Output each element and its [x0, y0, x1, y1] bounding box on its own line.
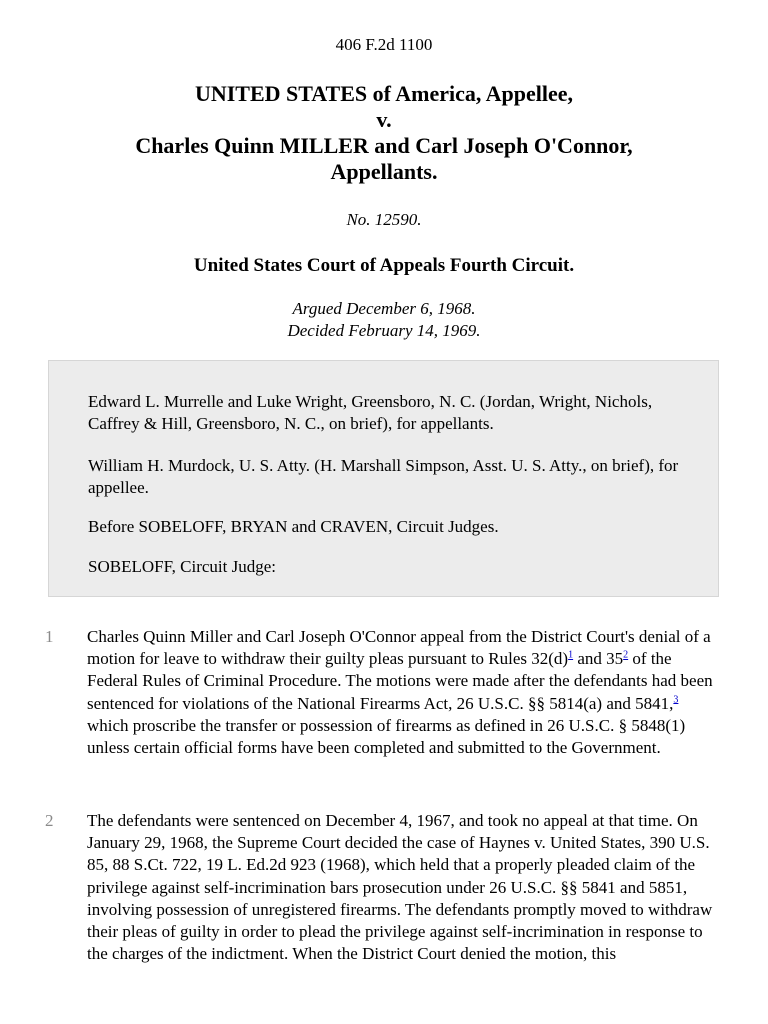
court-name: United States Court of Appeals Fourth Circuit. — [193, 255, 575, 276]
case-dates — [0, 298, 768, 342]
footnote-link-1[interactable]: 1 — [568, 649, 574, 661]
footnote-link-2[interactable]: 2 — [623, 649, 629, 661]
paragraph-number: 2 — [45, 811, 54, 830]
decided-date: Decided February 14, 1969. — [287, 321, 481, 340]
paragraph-segment: which proscribe the transfer or possession of firearms as defined in 26 U.S.C. § 5848(1) unless certain official forms have been completed and submitted to the Government. — [87, 715, 686, 758]
paragraph-text: The defendants were sentenced on December 4, 1967, and took no appeal at that time. On January 29, 1968, the Supreme Court decided the case of Haynes v. United States, 390 U.S. 85, 88 S.Ct. 722, 19 L. Ed.2d 923 (1968), which held that a properly pleaded claim of the privilege against self-incrimination bars prosecution under 26 U.S.C. §§ 5841 and 5851, involving possession of unregistered firearms. The defendants promptly moved to withdraw their pleas of guilty in order to plead the privilege against self-incrimination in response to the charges of the indictment. When the District Court denied the motion, this — [87, 811, 713, 964]
docket-number: No. 12590. — [346, 210, 422, 229]
paragraph-segment: of the Federal Rules of Criminal Procedure. The motions were made after the defendants had been sentenced for violations of the National Firearms Act, 26 U.S.C. §§ 5814(a) and 5841, — [87, 649, 713, 713]
paragraph-text — [87, 626, 723, 759]
argued-date: Argued December 6, 1968. — [292, 299, 476, 318]
case-citation: 406 F.2d 1100 — [335, 35, 433, 54]
counsel-box — [48, 360, 719, 597]
counsel-appellants: Edward L. Murrelle and Luke Wright, Greensboro, N. C. (Jordan, Wright, Nichols, Caffrey & Hill, Greensboro, N. C., on brief), for appellants. — [88, 392, 653, 433]
paragraph-number: 1 — [45, 627, 54, 646]
footnote-link-3[interactable]: 3 — [673, 693, 679, 705]
panel-judges: Before SOBELOFF, BRYAN and CRAVEN, Circuit Judges. — [88, 517, 499, 536]
paragraph-segment: Charles Quinn Miller and Carl Joseph O'Connor appeal from the District Court's denial of a motion for leave to withdraw their guilty pleas pursuant to Rules 32(d) — [87, 627, 711, 669]
paragraph-segment: and 35 — [573, 649, 624, 669]
caption-appellants-label: Appellants. — [330, 159, 438, 184]
case-caption — [0, 81, 768, 185]
counsel-appellee: William H. Murdock, U. S. Atty. (H. Marshall Simpson, Asst. U. S. Atty., on brief), for appellee. — [88, 456, 679, 497]
opinion-author: SOBELOFF, Circuit Judge: — [88, 557, 277, 576]
caption-appellants-names: Charles Quinn MILLER and Carl Joseph O'Connor, — [135, 133, 633, 158]
caption-versus: v. — [376, 107, 392, 132]
caption-appellee: UNITED STATES of America, Appellee, — [194, 81, 574, 106]
